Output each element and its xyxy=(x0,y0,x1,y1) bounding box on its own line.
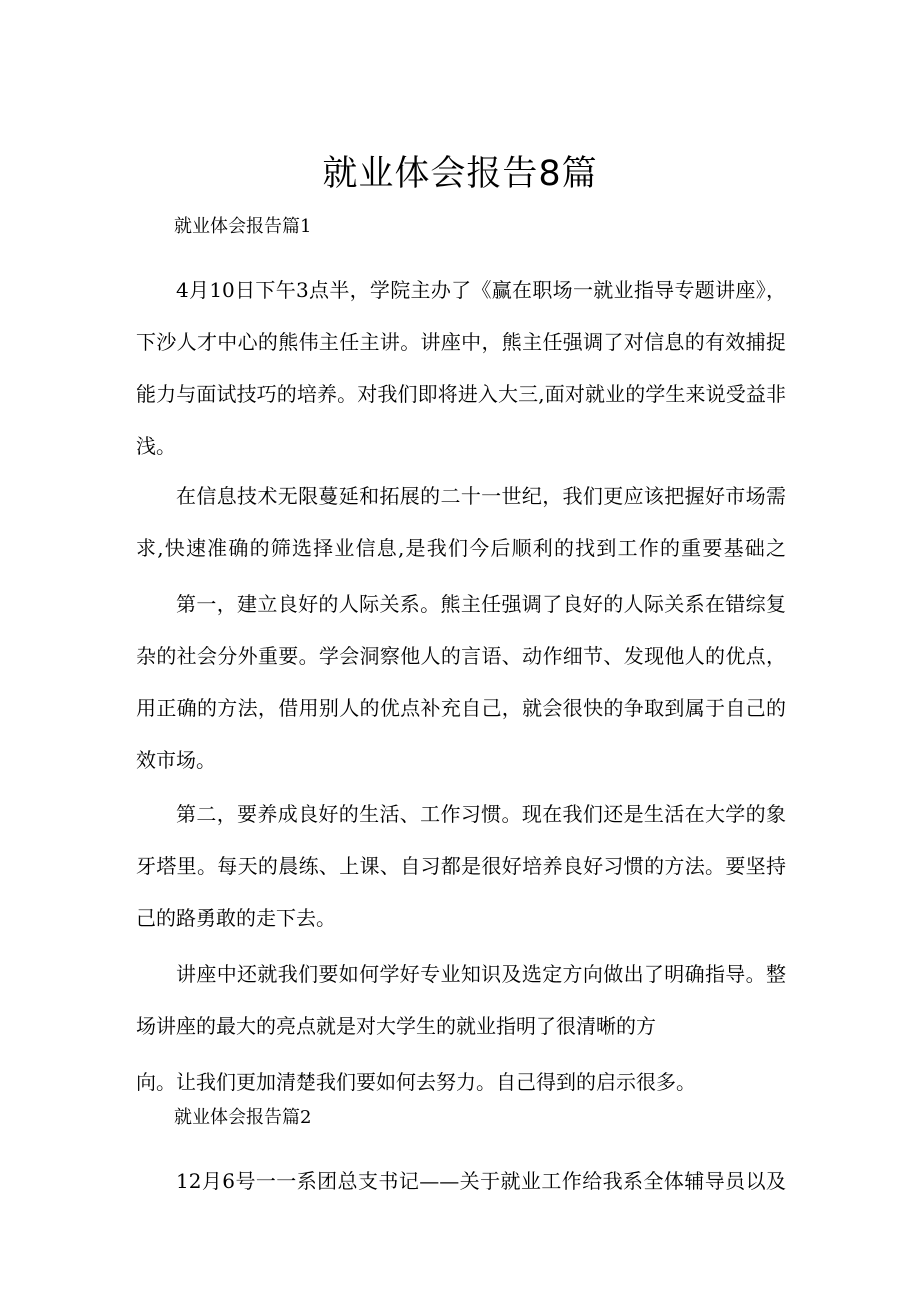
paragraph-line: 下沙人才中心的熊伟主任主讲。讲座中，熊主任强调了对信息的有效捕捉 xyxy=(136,330,786,354)
paragraph-line: 第一，建立良好的人际关系。熊主任强调了良好的人际关系在错综复 xyxy=(176,592,786,616)
paragraph-line: 在信息技术无限蔓延和拓展的二十一世纪，我们更应该把握好市场需 xyxy=(176,484,786,508)
paragraph-line: 能力与面试技巧的培养。对我们即将进入大三,面对就业的学生来说受益非 xyxy=(136,382,786,406)
paragraph-6 xyxy=(136,1155,786,1207)
section-heading-2: 就业体会报告篇2 xyxy=(174,1107,312,1128)
section-heading-1: 就业体会报告篇1 xyxy=(174,216,312,237)
paragraph-line: 用正确的方法，借用别人的优点补充自己，就会很快的争取到属于自己的 xyxy=(136,696,786,720)
paragraph-line: 12月6号一一系团总支书记——关于就业工作给我系全体辅导员以及 xyxy=(176,1169,786,1193)
paragraph-line: 第二，要养成良好的生活、工作习惯。现在我们还是生活在大学的象 xyxy=(176,802,786,826)
paragraph-line: 4月10日下午3点半，学院主办了《赢在职场一就业指导专题讲座》， xyxy=(176,278,786,302)
paragraph-line: 讲座中还就我们要如何学好专业知识及选定方向做出了明确指导。整 xyxy=(176,962,786,986)
paragraph-4 xyxy=(136,788,786,944)
paragraph-line: 效市场。 xyxy=(136,748,216,772)
paragraph-1 xyxy=(136,264,786,472)
paragraph-line: 向。让我们更加清楚我们要如何去努力。自己得到的启示很多。 xyxy=(136,1070,696,1094)
document-title: 就业体会报告8篇 xyxy=(322,154,598,194)
paragraph-line: 牙塔里。每天的晨练、上课、自习都是很好培养良好习惯的方法。要坚持 xyxy=(136,854,786,878)
paragraph-2 xyxy=(136,470,786,574)
paragraph-line: 场讲座的最大的亮点就是对大学生的就业指明了很清晰的方 xyxy=(136,1014,656,1038)
paragraph-3 xyxy=(136,578,786,786)
paragraph-5 xyxy=(136,948,786,1108)
paragraph-line: 己的路勇敢的走下去。 xyxy=(136,906,336,930)
paragraph-line: 杂的社会分外重要。学会洞察他人的言语、动作细节、发现他人的优点， xyxy=(136,644,786,668)
paragraph-line: 浅。 xyxy=(136,434,176,458)
paragraph-line: 求,快速准确的筛选择业信息,是我们今后顺利的找到工作的重要基础之 xyxy=(136,536,786,560)
